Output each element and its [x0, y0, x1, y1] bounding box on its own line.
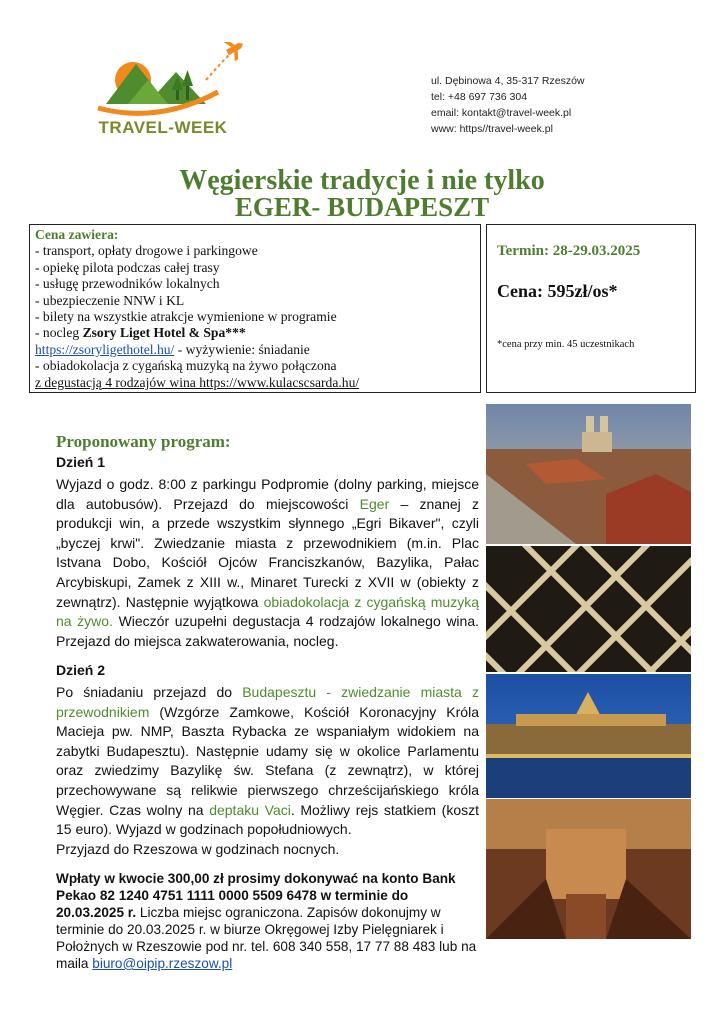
price-item: - bilety na wszystkie atrakcje wymienione w programie — [35, 309, 337, 325]
day1-highlight-dinner: obiadokolacja z cygańską muzyką na żywo. — [56, 593, 479, 630]
day1-text: Wieczór uzupełni degustacja 4 rodzajów lokalnego wina. Przejazd do miejsca zakwaterowania, nocleg. — [56, 613, 480, 649]
term-date: Termin: 28-29.03.2025 — [497, 243, 641, 259]
day2-highlight-budapest: Budapesztu - zwiedzanie miasta z przewodnikiem — [56, 684, 479, 720]
day2-highlight-vaci: deptaku Vaci — [209, 801, 291, 818]
contact-website[interactable]: www: https//travel-week.pl — [431, 123, 553, 135]
day1-highlight-eger: Eger — [359, 495, 390, 512]
hotel-name: Zsory Liget Hotel & Spa*** — [82, 325, 246, 341]
day1-description — [56, 475, 479, 651]
payment-text: Liczba miejsc ograniczona. Zapisów dokonujmy w terminie do 20.03.2025 r. w biurze Okręgowej Izby Pielęgniarek i Położnych w Rzeszowie pod nr. tel. 608 340 558, 17 77 88 483 lub na maila — [56, 905, 477, 971]
logo-text: TRAVEL-WEEK — [98, 118, 228, 137]
day2-text: Po śniadaniu przejazd do — [56, 684, 243, 700]
price-note: *cena przy min. 45 uczestnikach — [497, 339, 635, 350]
restaurant-interior-photo — [486, 799, 691, 939]
wine-cellar-photo — [486, 546, 691, 672]
airplane-icon — [222, 42, 248, 62]
term-price-box — [486, 224, 696, 393]
page-title: Węgierskie tradycje i nie tylko — [179, 165, 545, 196]
contact-phone: tel: +48 697 736 304 — [431, 91, 528, 103]
eger-city-photo — [486, 404, 691, 544]
payment-email-link[interactable]: biuro@oipip.rzeszow.pl — [92, 956, 233, 971]
price-includes-header: Cena zawiera: — [35, 227, 119, 242]
day1-text: – znanej z produkcji win, a przede wszystkim słynnego „Egri Bikaver", czyli „byczej krwi". Zwiedzanie miasta z przewodnikiem (m.in. Plac Istvana Dobo, Kościół Ojców Franciszkanów, Bazylika, Pałac Arcybiskupi, Zamek z XIII w., Minaret Turecki z XVII w (obiekty z zewnątrz). Następnie wyjątkowa — [56, 495, 479, 610]
hotel-prefix: - nocleg — [35, 325, 83, 341]
meals-text: - wyżywienie: śniadanie — [174, 341, 310, 357]
day2-description — [56, 683, 479, 859]
page-subtitle: EGER- BUDAPESZT — [234, 192, 490, 222]
price-includes-box — [29, 224, 481, 393]
day1-text: Wyjazd o godz. 8:00 z parkingu Podpromie (dolny parking, miejsce dla autobusów). Przejazd do miejscowości — [56, 476, 479, 512]
price-item: - transport, opłaty drogowe i parkingowe — [35, 243, 258, 259]
hotel-link-line — [35, 342, 475, 358]
budapest-parliament-photo — [486, 674, 691, 798]
contact-address: ul. Dębinowa 4, 35-317 Rzeszów — [431, 75, 585, 87]
day2-text: Przyjazd do Rzeszowa w godzinach nocnych. — [56, 840, 340, 857]
day2-text: . Możliwy rejs statkiem (koszt 15 euro). Wyjazd w godzinach popołudniowych. — [56, 801, 480, 838]
price-item: - ubezpieczenie NNW i KL — [35, 292, 185, 308]
payment-info — [56, 870, 479, 972]
dinner-line: - obiadokolacja z cygańską muzyką na żywo połączona — [35, 358, 337, 374]
tasting-line[interactable]: z degustacją 4 rodzajów wina https://www.kulacscsarda.hu/ — [35, 374, 360, 390]
contact-email[interactable]: email: kontakt@travel-week.pl — [431, 107, 572, 119]
day2-text: (Wzgórze Zamkowe, Kościół Koronacyjny Króla Macieja pw. NMP, Baszta Rybacka ze wspaniałym widokiem na zabytki Budapesztu). Następnie udamy się w okolice Parlamentu oraz zwiedzimy Bazylikę św. Stefana (z zewnątrz), w której przechowywane są relikwie pierwszego chrześcijańskiego króla Węgier. Czas wolny na — [56, 703, 479, 818]
price-item: - usługę przewodników lokalnych — [35, 276, 220, 292]
hotel-link[interactable]: https://zsoryligethotel.hu/ — [35, 341, 175, 357]
hotel-line — [35, 325, 475, 341]
day1-label: Dzień 1 — [56, 454, 106, 470]
contact-block — [431, 73, 585, 137]
price-value: Cena: 595zł/os* — [497, 281, 618, 301]
payment-bold: Wpłaty w kwocie 300,00 zł prosimy dokonywać na konto Bank Pekao 82 1240 4751 1111 0000 5509 6478 w terminie do 20.03.2025 r. — [56, 871, 456, 920]
price-item: - opiekę pilota podczas całej trasy — [35, 259, 220, 275]
day2-label: Dzień 2 — [56, 662, 106, 678]
program-title: Proponowany program: — [56, 432, 231, 451]
